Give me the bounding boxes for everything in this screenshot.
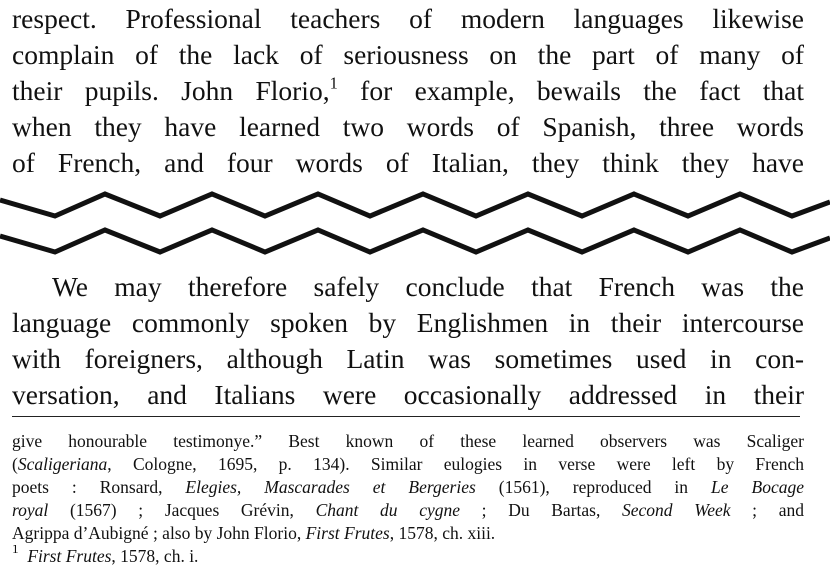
text-segment: ; Du Bartas, [460,500,623,520]
footnote-marker: 1 [12,545,19,556]
text-segment: poets : Ronsard, [12,477,186,497]
italic-title: First Frutes [305,523,390,543]
text-segment: , Cologne, 1695, p. 134). Similar eulogies in verse were left by French [107,454,804,474]
text-segment: , 1578, ch. xiii. [389,523,496,543]
footnote-1 [12,545,804,568]
italic-title: Elegies, Mascarades et Bergeries [185,477,476,497]
italic-title: Scaligeriana [17,454,108,474]
text-segment: (1561), reproduced in [475,477,712,497]
text-segment: Agrippa d’Aubigné ; also by John Florio, [12,523,306,543]
footnote-separator [12,416,800,417]
text-line: language commonly spoken by Englishmen in their intercourse [12,307,804,338]
footnote-line [12,499,804,522]
text-line: versation, and Italians were occasionally addressed in their [12,379,804,410]
italic-title: Second Week [622,500,731,520]
text-line: when they have learned two words of Spanish, three words [12,111,804,142]
text-segment: (1567) ; Jacques Grévin, [48,500,316,520]
text-line: We may therefore safely conclude that French was the [52,271,804,302]
italic-title: Le Bocage [711,477,804,497]
zigzag-line-bottom [0,230,830,252]
footnote-line [12,476,804,499]
text-line: respect. Professional teachers of modern languages likewise [12,3,804,34]
italic-title: royal [12,500,49,520]
text-line: of French, and four words of Italian, they think they have [12,147,804,178]
text-segment: for example, bewails the fact that [337,75,804,106]
zigzag-line-top [0,194,830,216]
text-segment: , 1578, ch. i. [111,546,199,566]
italic-title: First Frutes [27,546,112,566]
italic-title: Chant du cygne [315,500,460,520]
text-line [12,74,804,108]
footnote-reference: 1 [329,74,338,93]
footnote-line [12,522,804,545]
footnote-line: give honourable testimonye.” Best known of these learned observers was Scaliger [12,431,804,451]
text-line: complain of the lack of seriousness on the part of many of [12,39,804,70]
text-line: with foreigners, although Latin was sometimes used in con- [12,343,804,374]
footnote-line: (Scaligeriana, Cologne, 1695, p. 134). Similar eulogies in verse were left by French [12,454,804,474]
omission-zigzag-divider [0,178,830,258]
text-segment: ; and [730,500,804,520]
text-segment: their pupils. John Florio, [12,75,330,106]
